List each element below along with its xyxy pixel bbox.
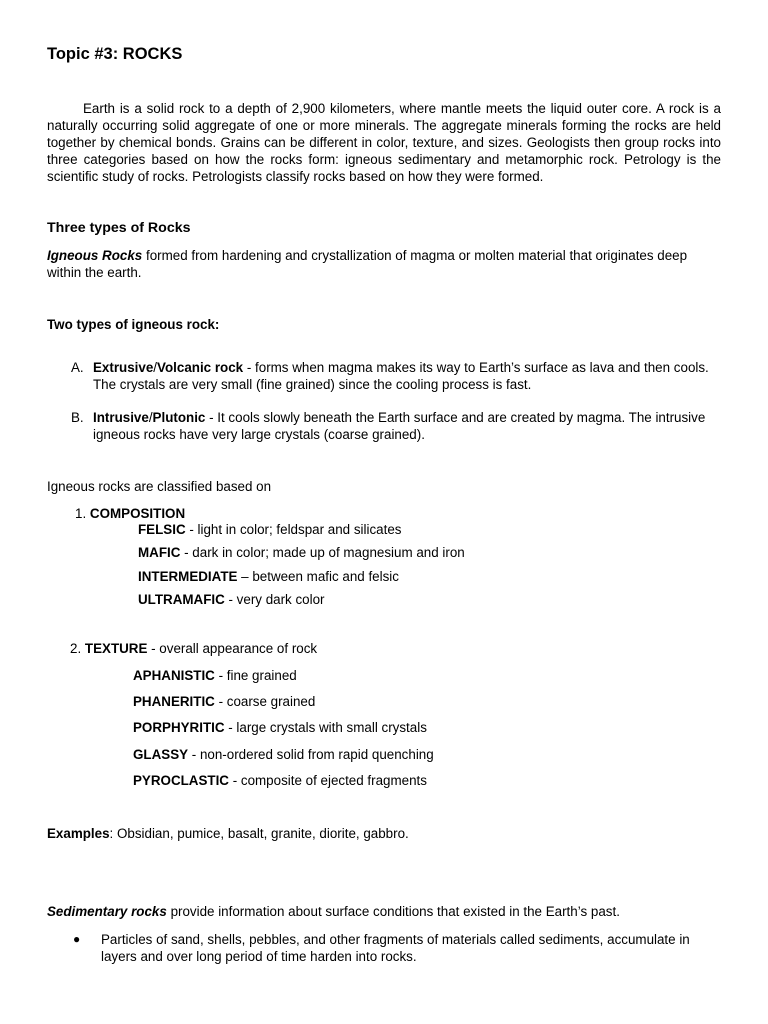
texture-item-phaneritic <box>133 693 315 710</box>
texture-label: TEXTURE <box>84 641 148 656</box>
term-description: - very dark color <box>224 592 325 607</box>
list-marker: B. <box>71 410 84 425</box>
term-description: - composite of ejected fragments <box>228 773 427 788</box>
classified-intro: Igneous rocks are classified based on <box>47 479 272 494</box>
bullet-text: Particles of sand, shells, pebbles, and other fragments of materials called sediments, accumulate in layers and over long period of time harden into rocks. <box>101 932 690 964</box>
list-item-text <box>93 359 721 393</box>
bullet-icon: ● <box>73 932 81 946</box>
page-title: Topic #3: ROCKS <box>47 45 183 63</box>
three-types-heading: Three types of Rocks <box>47 220 191 236</box>
term: FELSIC <box>138 522 186 537</box>
examples-line <box>47 825 409 842</box>
igneous-definition <box>47 247 721 281</box>
term: GLASSY <box>133 747 189 762</box>
term: MAFIC <box>138 545 181 560</box>
intrusive-description: - It cools slowly beneath the Earth surface and are created by magma. The intrusive igneous rocks have very large crystals (coarse grained). <box>93 410 706 442</box>
texture-item-glassy <box>133 746 434 763</box>
composition-number: 1. <box>75 506 87 521</box>
term: PYROCLASTIC <box>133 773 229 788</box>
texture-heading <box>70 640 317 657</box>
term-description: – between mafic and felsic <box>237 569 399 584</box>
term: PHANERITIC <box>133 694 215 709</box>
composition-heading <box>75 505 185 522</box>
term-description: - fine grained <box>214 668 297 683</box>
composition-item-ultramafic <box>138 591 325 608</box>
composition-item-mafic <box>138 544 465 561</box>
sedimentary-definition <box>47 903 737 920</box>
term: PORPHYRITIC <box>133 720 225 735</box>
texture-item-porphyritic <box>133 719 427 736</box>
composition-item-felsic <box>138 521 401 538</box>
term: INTERMEDIATE <box>138 569 238 584</box>
term-plutonic: Plutonic <box>152 410 206 425</box>
examples-text: : Obsidian, pumice, basalt, granite, diorite, gabbro. <box>109 826 409 841</box>
term-description: - coarse grained <box>214 694 316 709</box>
term: ULTRAMAFIC <box>138 592 225 607</box>
term-volcanic: Volcanic rock <box>157 360 244 375</box>
texture-number: 2. <box>70 641 82 656</box>
extrusive-description: - forms when magma makes its way to Earth’s surface as lava and then cools. The crystals are very small (fine grained) since the cooling process is fast. <box>93 360 709 392</box>
list-marker: A. <box>71 360 84 375</box>
texture-description: - overall appearance of rock <box>147 641 318 656</box>
term-extrusive: Extrusive <box>93 360 154 375</box>
intro-paragraph <box>47 100 721 185</box>
term-separator: / <box>153 360 158 375</box>
list-item-text <box>93 409 721 443</box>
composition-item-intermediate <box>138 568 399 585</box>
two-types-heading: Two types of igneous rock: <box>47 317 220 332</box>
igneous-term: Igneous Rocks <box>47 248 143 263</box>
term-separator: / <box>148 410 153 425</box>
term-description: - dark in color; made up of magnesium and iron <box>180 545 465 560</box>
texture-item-pyroclastic <box>133 772 427 789</box>
term-description: - light in color; feldspar and silicates <box>185 522 402 537</box>
term-intrusive: Intrusive <box>93 410 149 425</box>
term-description: - large crystals with small crystals <box>224 720 427 735</box>
term: APHANISTIC <box>133 668 215 683</box>
sedimentary-text: provide information about surface conditions that existed in the Earth’s past. <box>166 904 620 919</box>
texture-item-aphanistic <box>133 667 297 684</box>
igneous-text: formed from hardening and crystallization of magma or molten material that originates deep within the earth. <box>47 248 688 280</box>
intro-text: Earth is a solid rock to a depth of 2,900 kilometers, where mantle meets the liquid outer core. A rock is a naturally occurring solid aggregate of one or more minerals. The aggregate minerals forming the rocks are held together by chemical bonds. Grains can be different in color, texture, and sizes. Geologists then group rocks into three categories based on how the rocks form: igneous sedimentary and metamorphic rock. Petrology is the scientific study of rocks. Petrologists classify rocks based on how they were formed. <box>47 101 721 184</box>
term-description: - non-ordered solid from rapid quenching <box>188 747 434 762</box>
examples-label: Examples <box>47 826 110 841</box>
sedimentary-term: Sedimentary rocks <box>47 904 167 919</box>
composition-label: COMPOSITION <box>89 506 186 521</box>
